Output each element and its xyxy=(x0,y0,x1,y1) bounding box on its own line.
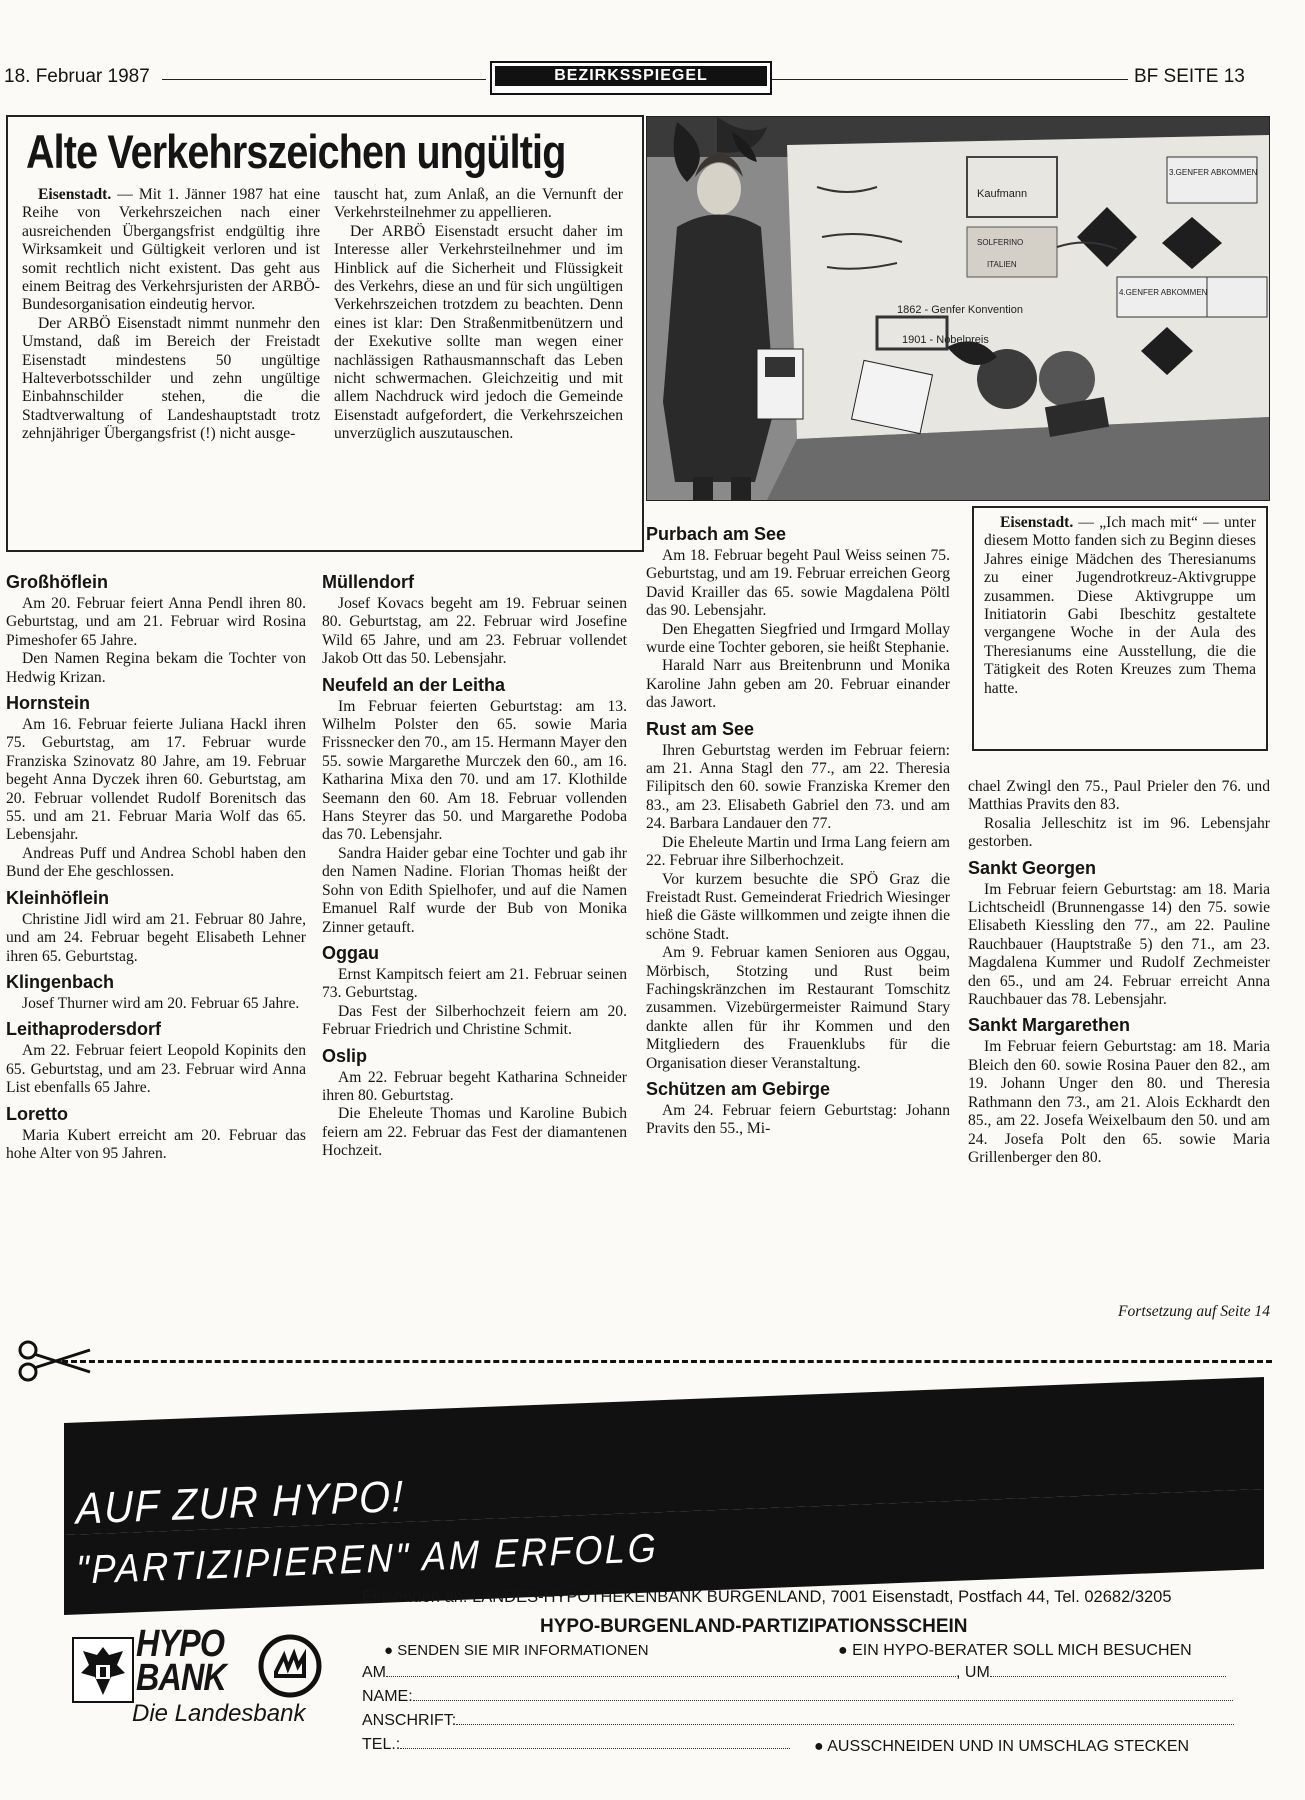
hand-logo-icon xyxy=(258,1634,322,1698)
logo-line-hypo: HYPO xyxy=(136,1623,225,1665)
news-paragraph: Am 24. Februar feiern Geburtstag: Johann Pravits den 55., Mi- xyxy=(646,1101,950,1138)
cut-instruction: ● AUSSCHNEIDEN UND IN UMSCHLAG STECKEN xyxy=(814,1738,1190,1755)
news-paragraph: Vor kurzem besuchte die SPÖ Graz die Freistadt Rust. Gemeinderat Friedrich Wiesinger hieß die Gäste willkommen und zeigte ihnen die schöne Stadt. xyxy=(646,870,950,943)
caption-text: — „Ich mach mit“ — unter diesem Motto fanden sich zu Beginn dieses Jahres einige Mädchen des Theresianums zu einer Jugendrotkreuz-Aktivgruppe zusammen. Diese Aktivgruppe um Initiatorin Gabi Ibeschitz gestaltete vergangene Woche in der Aula des Theresianums eine Ausstellung, die die Tätigkeit des Roten Kreuzes zum Thema hatte. xyxy=(984,514,1256,697)
eagle-crest-icon xyxy=(72,1637,134,1703)
column-2 xyxy=(322,566,627,1161)
form-title: HYPO-BURGENLAND-PARTIZIPATIONSSCHEIN xyxy=(540,1616,968,1637)
article-headline: Alte Verkehrszeichen ungültig xyxy=(26,125,566,178)
news-paragraph: Im Februar feiern Geburtstag: am 18. Maria Bleich den 60. sowie Rosina Pauer den 82., am 19. Johann Unger den 80. und Theresia Rathmann den 73., am 21. Alois Eckhardt den 85., am 22. Josefa Weixelbaum den 50. und am 24. Josefa Polt den 65. sowie Maria Grillenberger den 80. xyxy=(968,1038,1270,1166)
section-heading: Oggau xyxy=(322,942,379,963)
photo-caption xyxy=(972,506,1268,751)
section-heading: Sankt Georgen xyxy=(968,857,1097,878)
cut-instruction-text: AUSSCHNEIDEN UND IN UMSCHLAG STECKEN xyxy=(827,1738,1190,1755)
header-rule-left xyxy=(162,79,486,80)
column-4 xyxy=(968,778,1270,1167)
top-article-col2 xyxy=(334,186,623,444)
section-heading: Neufeld an der Leitha xyxy=(322,674,506,695)
news-paragraph: Christine Jidl wird am 21. Februar 80 Jahre, und am 24. Februar begeht Elisabeth Lehner ihren 65. Geburtstag. xyxy=(6,910,306,965)
section-heading: Kleinhöflein xyxy=(6,887,109,908)
option-info[interactable]: ● SENDEN SIE MIR INFORMATIONEN xyxy=(384,1642,649,1659)
article-dateline: Eisenstadt. xyxy=(38,186,112,203)
news-paragraph: Ihren Geburtstag werden im Februar feiern: am 21. Anna Stagl den 77., am 22. Theresia Filipitsch den 60. sowie Franziska Kremer den 83., am 23. Elisabeth Gabriel den 73. und am 24. Barbara Landauer den 77. xyxy=(646,741,950,833)
article-col2-p1: tauscht hat, zum Anlaß, an die Vernunft der Verkehrsteilnehmer zu appellieren. xyxy=(334,186,623,222)
news-paragraph: Am 9. Februar kamen Senioren aus Oggau, Mörbisch, Stotzing und Rust beim Fachingskränzchen im Restaurant Tomschitz zusammen. Vizebürgermeister Raimund Stary dankte allen für ihr Kommen und den Mitgliedern des Frauenklubs für die Organisation dieser Veranstaltung. xyxy=(646,944,950,1072)
news-paragraph: Am 22. Februar feiert Leopold Kopinits den 65. Geburtstag, und am 23. Februar wird Anna List ebenfalls 65 Jahre. xyxy=(6,1042,306,1097)
logo-tagline: Die Landesbank xyxy=(132,1700,306,1727)
board-label-nobel: 1901 - Nobelpreis xyxy=(902,334,989,346)
section-heading: Schützen am Gebirge xyxy=(646,1078,831,1099)
page-number: BF SEITE 13 xyxy=(1134,66,1245,87)
section-heading: Sankt Margarethen xyxy=(968,1015,1131,1036)
news-paragraph: Im Februar feierten Geburtstag: am 13. Wilhelm Polster den 65. sowie Maria Frissnecker den 70., am 15. Hermann Mayer den 55. sowie Margarethe Murczek den 60., am 16. Katharina Mixa den 70. und am 17. Klothilde Seemann den 60. Am 18. Februar vollenden Hans Steyrer das 50. und Margarethe Podoba das 70. Lebensjahr. xyxy=(322,697,627,844)
logo-wordmark xyxy=(136,1623,226,1699)
issue-date: 18. Februar 1987 xyxy=(4,66,150,87)
board-label-3genfer: 3.GENFER ABKOMMEN xyxy=(1169,168,1258,177)
ad-send-to: Einsenden an: LANDES-HYPOTHEKENBANK BURGENLAND, 7001 Eisenstadt, Postfach 44, Tel. 02682/3205 xyxy=(362,1588,1172,1606)
board-label-genfer: 1862 - Genfer Konvention xyxy=(897,304,1023,316)
field-address-input[interactable] xyxy=(456,1724,1234,1725)
article-col2-p2: Der ARBÖ Eisenstadt ersucht daher im Interesse aller Verkehrsteilnehmer und im Hinblick auf die Sicherheit und Flüssigkeit des Verkehrs, diese an und für sich ungültigen Verkehrszeichen trotzdem zu beachten. Denn eines ist klar: Den Straßenmitbenützern und der Exekutive sollte man wegen einer nachlässigen Rathausmannschaft das Leben nicht schwermachen. Gleichzeitig und mit allem Nachdruck wird jedoch die Gemeinde Eisenstadt aufgefordert, die Verkehrszeichen unverzüglich auszutauschen. xyxy=(334,222,623,443)
board-label-kaufmann: Kaufmann xyxy=(977,188,1028,200)
section-heading: Müllendorf xyxy=(322,572,414,592)
column-3 xyxy=(646,518,950,1139)
board-label-solferino: SOLFERINO xyxy=(977,238,1024,247)
section-heading: Leithaprodersdorf xyxy=(6,1019,162,1040)
photo-illustration xyxy=(647,117,1269,500)
logo-line-bank: BANK xyxy=(136,1657,226,1699)
field-am-input[interactable] xyxy=(386,1676,956,1677)
article-col1-p1: — Mit 1. Jänner 1987 hat eine Reihe von Verkehrszeichen nach einer ausreichenden Übergangsfrist endgültig ihre Wirksamkeit und Gültigkeit verloren und ist somit rechtlich nicht existent. Das geht aus einem Beitrag des Verkehrsjuristen der ARBÖ-Bundesorganisation eindeutig hervor. xyxy=(22,186,320,314)
news-paragraph: Die Eheleute Martin und Irma Lang feiern am 22. Februar ihre Silberhochzeit. xyxy=(646,833,950,870)
news-paragraph: Den Ehegatten Siegfried und Irmgard Mollay wurde eine Tochter geboren, sie heißt Stephanie. xyxy=(646,620,950,657)
section-heading: Hornstein xyxy=(6,693,91,714)
column-1 xyxy=(6,566,306,1163)
news-paragraph: Ernst Kampitsch feiert am 21. Februar seinen 73. Geburtstag. xyxy=(322,965,627,1002)
field-name-label: NAME: xyxy=(362,1688,413,1705)
caption-dateline: Eisenstadt. xyxy=(1000,514,1074,531)
news-paragraph: Am 20. Februar feiert Anna Pendl ihren 80. Geburtstag, und am 21. Februar wird Rosina Pimeshofer 65 Jahre. xyxy=(6,595,306,649)
news-paragraph: Rosalia Jelleschitz ist im 96. Lebensjahr gestorben. xyxy=(968,814,1270,851)
form-row-name xyxy=(362,1688,1233,1706)
slogan-2: "PARTIZIPIEREN" AM ERFOLG xyxy=(76,1526,659,1593)
field-um-input[interactable] xyxy=(990,1676,1226,1677)
section-title: BEZIRKSSPIEGEL xyxy=(495,66,767,86)
field-um-label: , UM xyxy=(956,1664,990,1681)
section-heading: Klingenbach xyxy=(6,971,115,992)
exhibition-photo xyxy=(646,116,1270,501)
option-info-label: SENDEN SIE MIR INFORMATIONEN xyxy=(397,1642,649,1659)
news-paragraph: Sandra Haider gebar eine Tochter und gab ihr den Namen Nadine. Florian Thomas heißt der Sohn von Edith Spielhofer, und auf die Namen Emanuel Ralf wurde der Bub von Monika Zinner getauft. xyxy=(322,844,627,936)
continuation-note: Fortsetzung auf Seite 14 xyxy=(1117,1303,1270,1320)
board-label-italien: ITALIEN xyxy=(987,260,1017,269)
form-row-address xyxy=(362,1712,1234,1730)
option-visit-label: EIN HYPO-BERATER SOLL MICH BESUCHEN xyxy=(852,1642,1192,1659)
field-tel-label: TEL.: xyxy=(362,1736,401,1753)
form-row-am xyxy=(362,1664,1242,1682)
section-heading: Oslip xyxy=(322,1045,368,1066)
field-tel-input[interactable] xyxy=(400,1748,790,1749)
section-heading: Rust am See xyxy=(646,718,755,739)
section-heading: Purbach am See xyxy=(646,524,787,544)
news-paragraph: Am 22. Februar begeht Katharina Schneider ihren 80. Geburtstag. xyxy=(322,1068,627,1104)
field-am-label: AM xyxy=(362,1664,386,1681)
news-paragraph: Das Fest der Silberhochzeit feiern am 20. Februar Friedrich und Christine Schmit. xyxy=(322,1002,627,1039)
news-paragraph: Am 16. Februar feierte Juliana Hackl ihren 75. Geburtstag, am 17. Februar wurde Franziska Szinovatz 80 Jahre, am 19. Februar begeht Anna Dyczek ihren 60. Geburtstag, am 20. Februar vollendet Rudolf Borenitsch das 55. und am 21. Februar Maria Wolf das 65. Lebensjahr. xyxy=(6,716,306,844)
news-paragraph: Harald Narr aus Breitenbrunn und Monika Karoline Jahn geben am 20. Februar einander das Jawort. xyxy=(646,657,950,712)
cut-line xyxy=(62,1360,1272,1363)
news-paragraph: Andreas Puff und Andrea Schobl haben den Bund der Ehe geschlossen. xyxy=(6,844,306,881)
top-article-col1 xyxy=(22,186,320,444)
header-rule-right xyxy=(772,79,1128,80)
article-col1-p2: Der ARBÖ Eisenstadt nimmt nunmehr den Umstand, daß im Bereich der Freistadt Eisenstadt mindestens 50 ungültige Halteverbotsschilder und zehn ungültige Einbahnschilder stehen, die die Stadtverwaltung of Landeshauptstadt trotz zehnjähriger Übergangsfrist (!) nicht ausge- xyxy=(22,314,320,443)
news-paragraph: Den Namen Regina bekam die Tochter von Hedwig Krizan. xyxy=(6,650,306,686)
news-paragraph: Am 18. Februar begeht Paul Weiss seinen 75. Geburtstag, und am 19. Februar erreichen Georg David Krailler das 65. sowie Magdalena Pöltl das 90. Lebensjahr. xyxy=(646,547,950,620)
news-paragraph: Josef Thurner wird am 20. Februar 65 Jahre. xyxy=(22,994,300,1012)
section-heading: Loretto xyxy=(6,1103,68,1124)
section-heading: Großhöflein xyxy=(6,572,108,592)
field-name-input[interactable] xyxy=(413,1700,1233,1701)
news-paragraph: Josef Kovacs begeht am 19. Februar seinen 80. Geburtstag, am 22. Februar wird Josefine Wild 65 Jahre, und am 23. Februar vollendet Jakob Ott das 50. Lebensjahr. xyxy=(322,595,627,668)
slogan-1: AUF ZUR HYPO! xyxy=(76,1471,405,1534)
form-row-tel xyxy=(362,1736,790,1754)
news-paragraph: chael Zwingl den 75., Paul Prieler den 76. und Matthias Pravits den 83. xyxy=(968,778,1270,814)
news-paragraph: Maria Kubert erreicht am 20. Februar das hohe Alter von 95 Jahren. xyxy=(6,1126,306,1162)
news-paragraph: Im Februar feiern Geburtstag: am 18. Maria Lichtscheidl (Brunnengasse 14) den 75. sowie Elisabeth Kiessling den 77., am 22. Pauline Rauchbauer (Hauptstraße 5) den 71., am 23. Magdalena Kummer und Rudolf Zechmeister den 65., und am 24. Februar erreicht Anna Rauchbauer das 78. Lebensjahr. xyxy=(968,880,1270,1009)
field-address-label: ANSCHRIFT: xyxy=(362,1712,457,1729)
section-badge xyxy=(490,61,772,95)
board-label-4genfer: 4.GENFER ABKOMMEN xyxy=(1119,288,1208,297)
news-paragraph: Die Eheleute Thomas und Karoline Bubich feiern am 22. Februar das Fest der diamantenen Hochzeit. xyxy=(322,1105,627,1160)
option-visit[interactable]: ● EIN HYPO-BERATER SOLL MICH BESUCHEN xyxy=(838,1642,1192,1659)
